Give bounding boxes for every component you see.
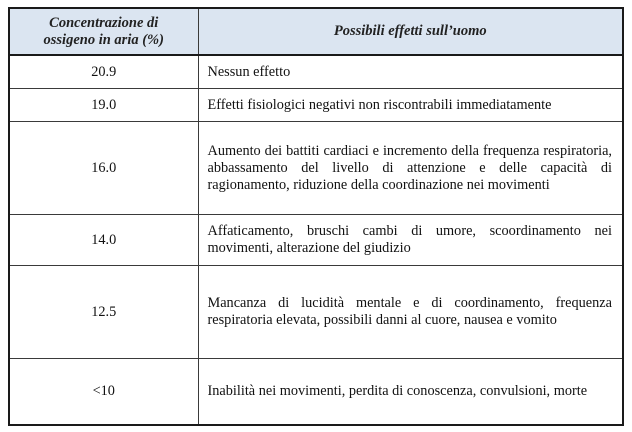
concentration-cell: 19.0: [9, 89, 198, 122]
concentration-cell: 16.0: [9, 122, 198, 215]
table-row: [9, 89, 623, 122]
table-row: [9, 122, 623, 215]
header-concentration: [9, 8, 198, 55]
header-concentration-line2: ossigeno in aria (%): [43, 31, 164, 48]
concentration-cell: 14.0: [9, 215, 198, 266]
header-concentration-line1: Concentrazione di: [49, 14, 159, 31]
table-row: [9, 359, 623, 426]
header-effects: Possibili effetti sull’uomo: [198, 8, 623, 55]
effects-cell: Effetti fisiologici negativi non riscontrabili immediatamente: [198, 89, 623, 122]
table-row: [9, 215, 623, 266]
concentration-cell: 20.9: [9, 55, 198, 89]
effects-cell: Nessun effetto: [198, 55, 623, 89]
effects-cell: Affaticamento, bruschi cambi di umore, scoordinamento nei movimenti, alterazione del giudizio: [198, 215, 623, 266]
effects-cell: Mancanza di lucidità mentale e di coordinamento, frequenza respiratoria elevata, possibili danni al cuore, nausea e vomito: [198, 266, 623, 359]
table-row: [9, 55, 623, 89]
table-body: [9, 55, 623, 425]
effects-cell: Inabilità nei movimenti, perdita di conoscenza, convulsioni, morte: [198, 359, 623, 426]
table-row: [9, 266, 623, 359]
effects-cell: Aumento dei battiti cardiaci e incremento della frequenza respiratoria, abbassamento del livello di attenzione e delle capacità di ragionamento, riduzione della coordinazione nei movimenti: [198, 122, 623, 215]
table-header: [9, 8, 623, 55]
concentration-cell: 12.5: [9, 266, 198, 359]
oxygen-effects-table: [8, 7, 624, 426]
concentration-cell: <10: [9, 359, 198, 426]
header-row: [9, 8, 623, 55]
